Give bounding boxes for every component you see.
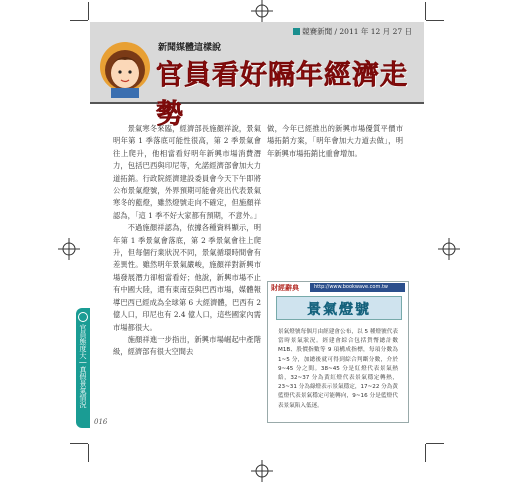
source-text: 競賽新聞 / 2011 年 12 月 27 日 — [302, 27, 412, 36]
chapter-side-tab — [76, 308, 90, 428]
registration-mark-bottom — [251, 460, 273, 482]
dictionary-definition: 景氣燈號每個月由經建會公布，以 5 種燈號代表當時景氣狀況。經建會綜合包括貨幣總計數 M1B、股價指數等 9 項構成指標，每項分數為 1~5 分，加總後就可得到綜合判斷分數，介於 9~45 分之間。38~45 分是紅燈代表景氣熱絡，32~37 分為黃紅燈代表景氣穩定轉熱，23~31 分為綠燈表示景氣穩定，17~22 分為黃藍燈代表景氣穩定可能轉向，9~16 分是藍燈代表景氣陷入低迷。 — [278, 329, 398, 409]
crop-mark — [88, 2, 89, 20]
term-book-graphic — [276, 296, 402, 320]
reporter-avatar — [98, 40, 152, 98]
dictionary-box-header — [268, 282, 408, 294]
registration-mark-top — [251, 0, 273, 22]
crop-mark — [425, 2, 426, 20]
newspaper-icon — [293, 28, 300, 35]
registration-mark-right — [438, 238, 460, 260]
chapter-tab-label: 官員態度大 | 真假景氣情況 — [79, 324, 87, 408]
page-number: 016 — [94, 418, 108, 426]
registration-mark-left — [58, 238, 80, 260]
crop-mark — [425, 444, 426, 462]
page-title: 官員看好隔年經濟走勢 — [156, 60, 408, 130]
article-paragraph: 做，今年已經推出的新興市場優質平價市場拓銷方案，「明年會加大力道去做」，明年新興市場拓銷比重會增加。 — [267, 124, 403, 158]
crop-mark — [426, 20, 444, 21]
dictionary-term: 景氣燈號 — [307, 302, 371, 318]
subtitle: 新聞媒體這樣說 — [158, 43, 222, 53]
dictionary-box — [267, 281, 409, 423]
dictionary-label: 財經辭典 — [271, 284, 299, 292]
article-column-right — [267, 123, 403, 160]
crop-mark — [70, 20, 88, 21]
chapter-icon — [78, 312, 88, 322]
article-column-left — [113, 123, 261, 359]
source-line — [293, 26, 412, 37]
article-paragraph: 不過施顏祥認為，依據各種資料顯示，明年第 1 季景氣會落底，第 2 季景氣會往上爬升，但每個行業狀況不同，景氣循環時間會有差異性。雖然明年景氣嚴峻，施顏祥對新興市場發展潛力卻相當看好；他說，新興市場不止有中國大陸，還有東南亞與巴西市場，媒體報導巴西已經成為全球第 6 大經濟體，巴西有 2 億人口，印尼也有 2.4 億人口，這些國家內需市場都很大。 — [113, 223, 261, 332]
article-paragraph: 施顏祥進一步指出，新興市場崛起中產階級，經濟部有很大空間去 — [113, 334, 261, 357]
crop-mark — [426, 443, 444, 444]
header-banner — [90, 22, 424, 130]
article-paragraph: 景氣寒冬來臨，經濟部長施顏祥說，景氣明年第 1 季落底可能性很高，第 2 季景氣會往上爬升，他相當看好明年新興市場消費潛力，包括巴西與印尼等，允諾經濟部會加大力道拓銷。行政院經濟建設委員會今天下午即將公布景氣燈號，外界預期可能會亮出代表景氣寒冬的藍燈，雖然燈號走向不確定，但施顏祥認為，「這 1 季不好大家都有預期，不意外。」 — [113, 124, 261, 220]
crop-mark — [70, 443, 88, 444]
crop-mark — [88, 444, 89, 462]
dictionary-url: http://www.bookwave.com.tw — [310, 283, 405, 292]
